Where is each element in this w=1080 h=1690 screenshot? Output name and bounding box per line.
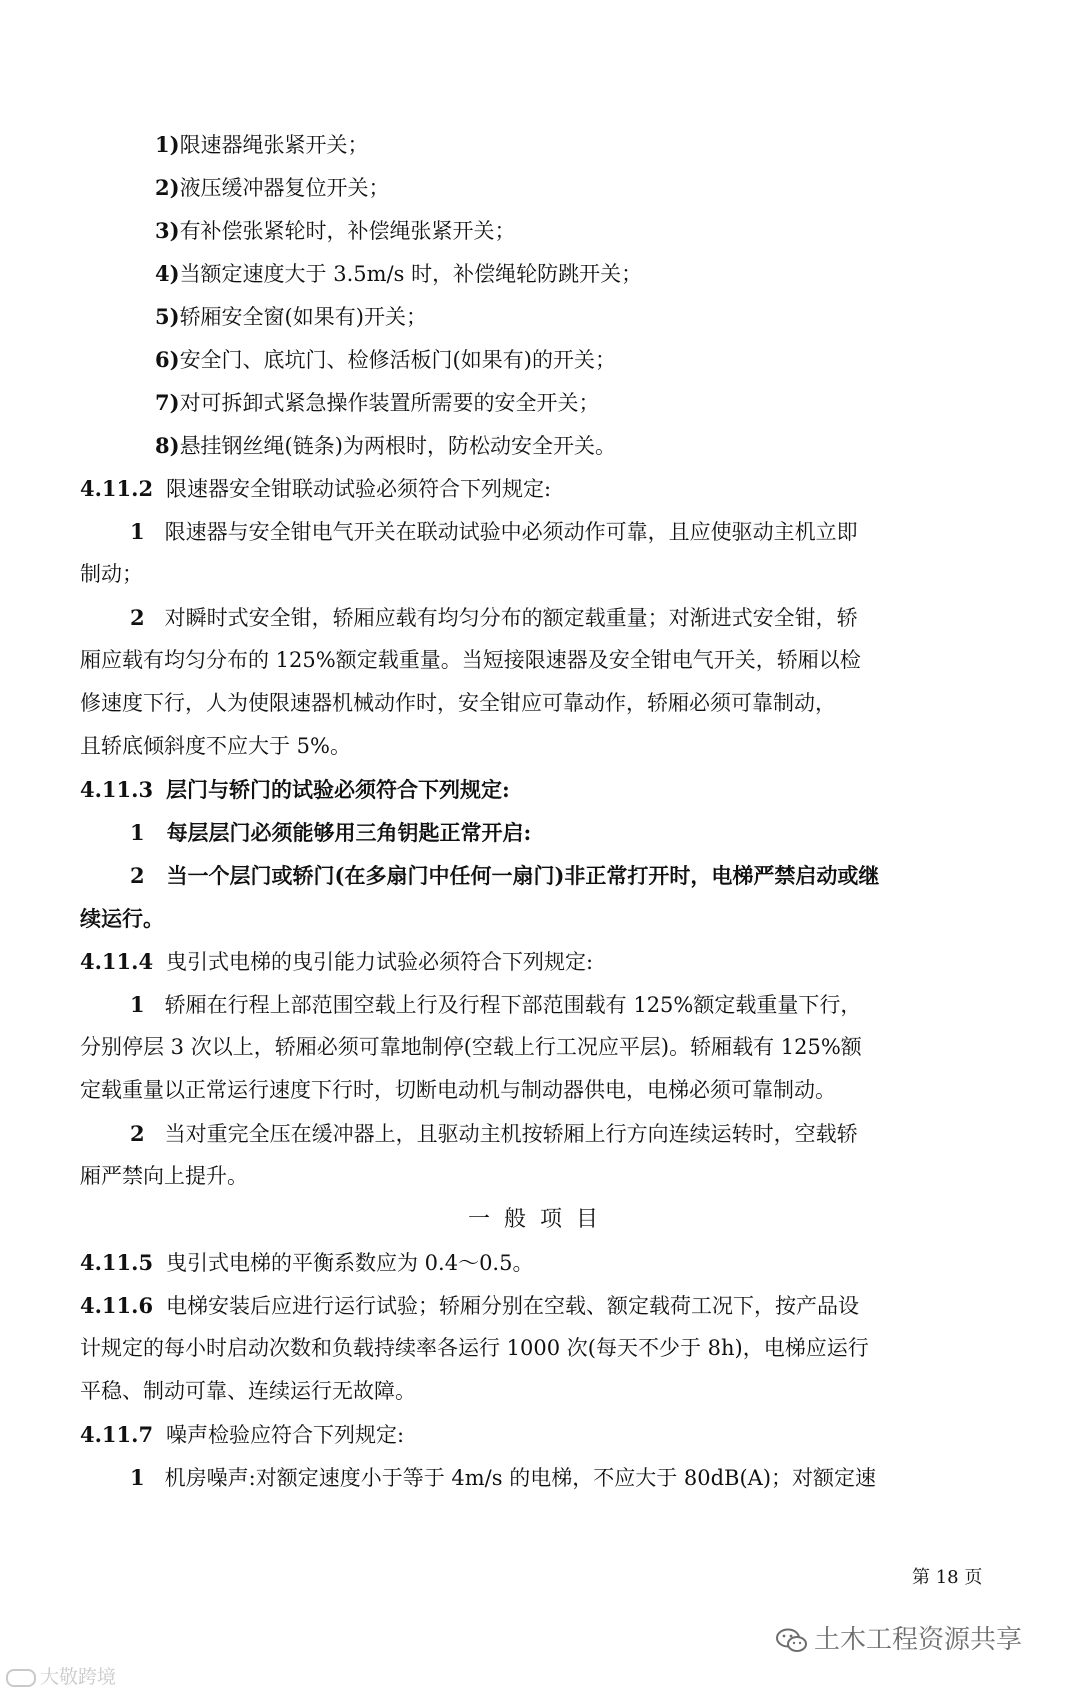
clause-paragraph-cont: 厢严禁向上提升。	[80, 1164, 248, 1188]
list-item: 4)当额定速度大于 3.5m/s 时，补偿绳轮防跳开关；	[155, 261, 643, 286]
clause-paragraph: 1 轿厢在行程上部范围空载上行及行程下部范围载有 125%额定载重量下行，	[130, 992, 862, 1017]
clause-paragraph: 1 机房噪声:对额定速度小于等于 4m/s 的电梯，不应大于 80dB(A)；对额定速	[130, 1465, 877, 1490]
clause-paragraph: 2 当对重完全压在缓冲器上，且驱动主机按轿厢上行方向连续运转时，空载轿	[130, 1121, 858, 1146]
clause-paragraph-cont: 且轿底倾斜度不应大于 5%。	[80, 734, 351, 758]
logo-icon	[6, 1669, 36, 1687]
clause-4-11-3-title: 4.11.3 层门与轿门的试验必须符合下列规定:	[80, 777, 510, 802]
clause-4-11-4-title: 4.11.4 曳引式电梯的曳引能力试验必须符合下列规定:	[80, 949, 594, 974]
list-item: 3)有补偿张紧轮时，补偿绳张紧开关；	[155, 218, 516, 243]
watermark-right: 土木工程资源共享	[776, 1619, 1022, 1656]
clause-paragraph: 2 当一个层门或轿门(在多扇门中任何一扇门)非正常打开时，电梯严禁启动或继	[130, 863, 880, 888]
clause-paragraph-cont: 分别停层 3 次以上，轿厢必须可靠地制停(空载上行工况应平层)。轿厢载有 125%额	[80, 1035, 862, 1059]
clause-paragraph-cont: 平稳、制动可靠、连续运行无故障。	[80, 1379, 416, 1403]
clause-paragraph-cont: 定载重量以正常运行速度下行时，切断电动机与制动器供电，电梯必须可靠制动。	[80, 1078, 836, 1102]
clause-4-11-7-title: 4.11.7 噪声检验应符合下列规定:	[80, 1422, 405, 1447]
list-item: 5)轿厢安全窗(如果有)开关；	[155, 304, 427, 329]
clause-4-11-5: 4.11.5 曳引式电梯的平衡系数应为 0.4～0.5。	[80, 1250, 534, 1275]
clause-paragraph-cont: 修速度下行，人为使限速器机械动作时，安全钳应可靠动作，轿厢必须可靠制动，	[80, 691, 836, 715]
clause-paragraph-cont: 厢应载有均匀分布的 125%额定载重量。当短接限速器及安全钳电气开关，轿厢以检	[80, 648, 861, 672]
clause-paragraph: 2 对瞬时式安全钳，轿厢应载有均匀分布的额定载重量；对渐进式安全钳，轿	[130, 605, 858, 630]
wechat-icon	[776, 1628, 808, 1654]
clause-paragraph-cont: 计规定的每小时启动次数和负载持续率各运行 1000 次(每天不少于 8h)，电梯应运行	[80, 1336, 869, 1360]
clause-4-11-2-title: 4.11.2 限速器安全钳联动试验必须符合下列规定:	[80, 476, 552, 501]
clause-4-11-6: 4.11.6 电梯安装后应进行运行试验；轿厢分别在空载、额定载荷工况下，按产品设	[80, 1293, 859, 1318]
page-number: 第 18 页	[912, 1567, 983, 1588]
clause-paragraph: 1 每层层门必须能够用三角钥匙正常开启:	[130, 820, 532, 845]
list-item: 6)安全门、底坑门、检修活板门(如果有)的开关；	[155, 347, 616, 372]
clause-paragraph-cont: 制动；	[80, 562, 143, 586]
list-item: 7)对可拆卸式紧急操作装置所需要的安全开关；	[155, 390, 600, 415]
section-heading-general: 一般项目	[467, 1207, 612, 1232]
clause-paragraph-cont: 续运行。	[80, 906, 164, 931]
watermark-left: 大敬跨境	[6, 1662, 116, 1689]
list-item: 1)限速器绳张紧开关；	[155, 132, 369, 157]
list-item: 2)液压缓冲器复位开关；	[155, 175, 390, 200]
clause-paragraph: 1 限速器与安全钳电气开关在联动试验中必须动作可靠，且应使驱动主机立即	[130, 519, 858, 544]
list-item: 8)悬挂钢丝绳(链条)为两根时，防松动安全开关。	[155, 433, 616, 458]
